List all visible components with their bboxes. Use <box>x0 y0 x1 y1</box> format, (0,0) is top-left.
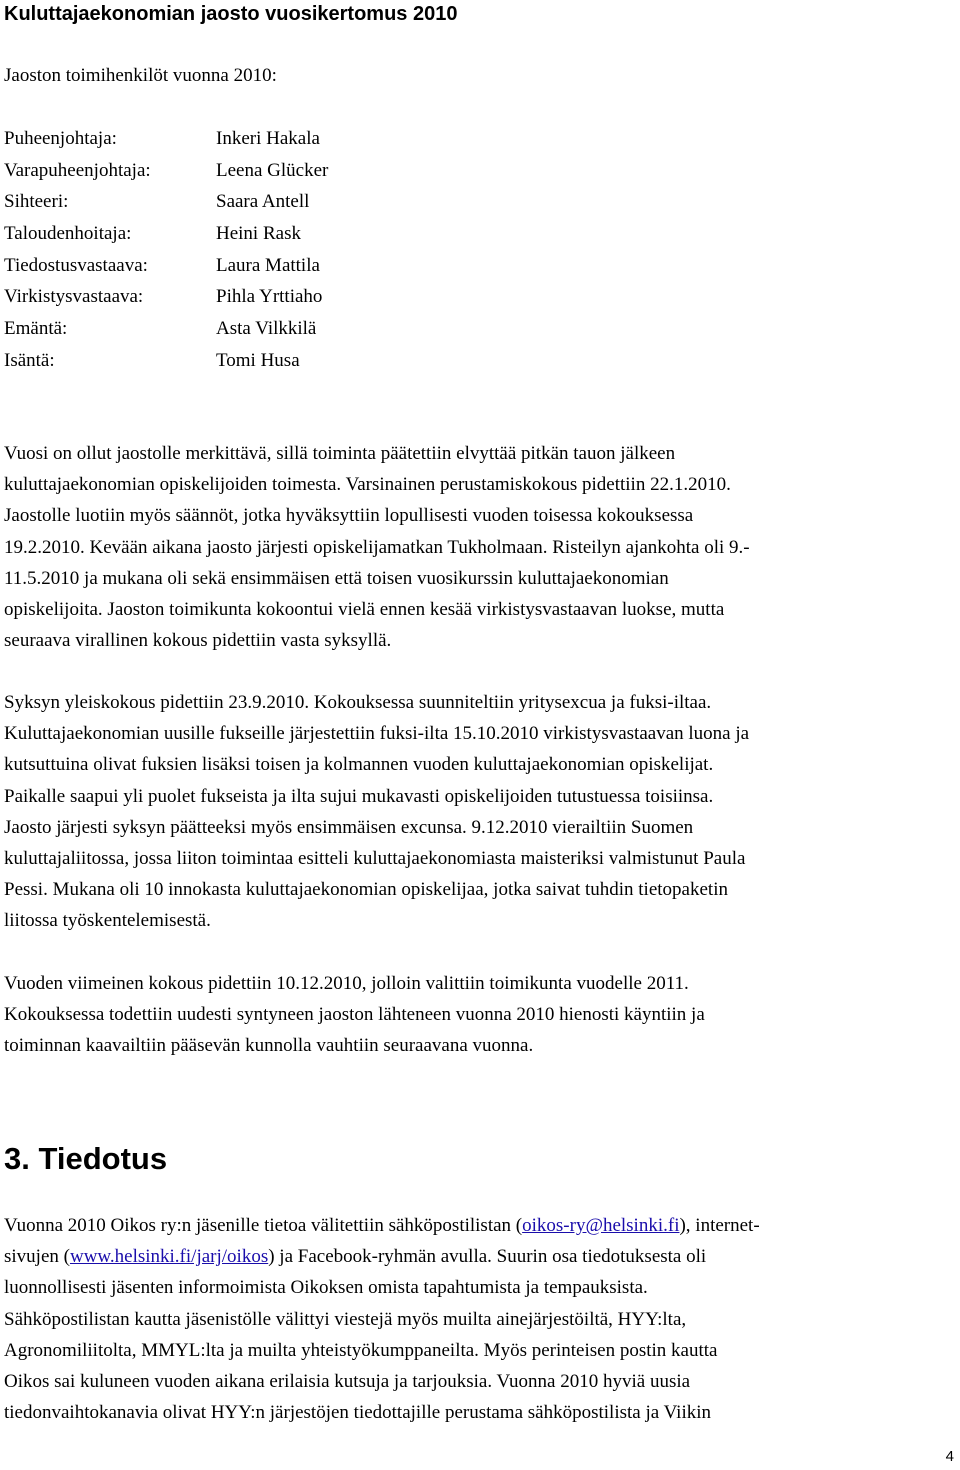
officer-role: Virkistysvastaava: <box>4 286 144 308</box>
text-line: Vuosi on ollut jaostolle merkittävä, sillä toiminta päätettiin elvyttää pitkän tauon jälkeen <box>4 443 676 464</box>
text-line: liitossa työskentelemisestä. <box>4 910 211 932</box>
officer-role: Tiedostusvastaava: <box>4 254 148 276</box>
email-link[interactable]: oikos-ry@helsinki.fi <box>522 1215 680 1236</box>
officers-heading: Jaoston toimihenkilöt vuonna 2010: <box>4 65 277 86</box>
text-segment: sivujen ( <box>4 1246 70 1268</box>
officer-name: Heini Rask <box>216 223 301 245</box>
text-line: Jaosto järjesti syksyn päätteeksi myös ensimmäisen excunsa. 9.12.2010 vierailtiin Suomen <box>4 816 694 838</box>
text-line: Vuoden viimeinen kokous pidettiin 10.12.2010, jolloin valittiin toimikunta vuodelle 2011. <box>4 973 689 994</box>
text-line: Oikos sai kuluneen vuoden aikana erilaisia kutsuja ja tarjouksia. Vuonna 2010 hyviä uusia <box>4 1370 691 1392</box>
text-line: luonnollisesti jäsenten informoimista Oikoksen omista tapahtumista ja tempauksista. <box>4 1277 648 1299</box>
website-link[interactable]: www.helsinki.fi/jarj/oikos <box>69 1246 269 1268</box>
text-line: 19.2.2010. Kevään aikana jaosto järjesti opiskelijamatkan Tukholmaan. Risteilyn ajankohta oli 9.- <box>4 536 750 558</box>
officer-role: Emäntä: <box>4 318 68 340</box>
officer-role: Puheenjohtaja: <box>4 128 117 149</box>
text-line: 11.5.2010 ja mukana oli sekä ensimmäisen että toisen vuosikurssin kuluttajaekonomian <box>4 567 669 589</box>
text-segment: ) ja Facebook-ryhmän avulla. Suurin osa tiedotuksesta oli <box>268 1246 707 1268</box>
text-line: tiedonvaihtokanavia olivat HYY:n järjestöjen tiedottajille perustama sähköpostilista ja Viikin <box>4 1402 711 1424</box>
page-number: 4 <box>945 1448 954 1465</box>
officer-name: Saara Antell <box>216 191 310 213</box>
text-line <box>4 1241 944 1272</box>
officer-name: Tomi Husa <box>216 349 300 371</box>
text-line: opiskelijoita. Jaoston toimikunta kokoontui vielä ennen kesää virkistysvastaavan luokse, mutta <box>4 598 725 620</box>
officer-role: Sihteeri: <box>4 191 69 213</box>
text-line: kuluttajaliitossa, jossa liiton toimintaa esitteli kuluttajaekonomiasta maisteriksi valmistunut Paula <box>4 847 746 869</box>
text-line: seuraava virallinen kokous pidettiin vasta syksyllä. <box>4 630 392 652</box>
text-segment: Vuonna 2010 Oikos ry:n jäsenille tietoa välitettiin sähköpostilistan ( <box>4 1215 523 1236</box>
document-title: Kuluttajaekonomian jaosto vuosikertomus 2010 <box>4 3 458 25</box>
paragraph-activities-autumn <box>4 687 944 937</box>
text-line: Sähköpostilistan kautta jäsenistölle välittyi viestejä myös muilta ainejärjestöiltä, HYY:lta, <box>4 1308 687 1330</box>
officer-role: Isäntä: <box>4 349 55 371</box>
text-line: Pessi. Mukana oli 10 innokasta kuluttajaekonomian opiskelijaa, jotka saivat tuhdin tietopaketin <box>4 879 728 901</box>
officer-name: Inkeri Hakala <box>216 128 320 149</box>
officer-role: Taloudenhoitaja: <box>4 223 132 245</box>
officer-name: Pihla Yrttiaho <box>216 286 323 308</box>
officer-name: Laura Mattila <box>216 254 320 276</box>
text-line <box>4 1210 944 1241</box>
officer-role: Varapuheenjohtaja: <box>4 159 151 181</box>
paragraph-year-end <box>4 968 944 1062</box>
text-segment: ), internet- <box>679 1215 760 1236</box>
text-line: Agronomiliitolta, MMYL:lta ja muilta yhteistyökumppaneilta. Myös perinteisen postin kautta <box>4 1339 718 1361</box>
text-line: Jaostolle luotiin myös säännöt, jotka hyväksyttiin lopullisesti vuoden toisessa kokouksessa <box>4 505 694 527</box>
text-line: Kokouksessa todettiin uudesti syntyneen jaoston lähteneen vuonna 2010 hienosti käyntiin ja <box>4 1004 705 1026</box>
officer-name: Leena Glücker <box>216 159 329 181</box>
text-line: Syksyn yleiskokous pidettiin 23.9.2010. Kokouksessa suunniteltiin yritysexcua ja fuksi-iltaa. <box>4 692 712 713</box>
text-line: kuluttajaekonomian opiskelijoiden toimesta. Varsinainen perustamiskokous pidettiin 22.1.2010. <box>4 474 731 496</box>
officer-name: Asta Vilkkilä <box>216 318 317 340</box>
paragraph-activities-spring <box>4 438 944 656</box>
text-line: toiminnan kaavailtiin pääsevän kunnolla vauhtiin seuraavana vuonna. <box>4 1035 534 1057</box>
section-heading-tiedotus: 3. Tiedotus <box>4 1141 168 1176</box>
text-line: kutsuttuina olivat fuksien lisäksi toisen ja kolmannen vuoden kuluttajaekonomian opiskelijat. <box>4 754 714 776</box>
text-line: Kuluttajaekonomian uusille fukseille järjestettiin fuksi-ilta 15.10.2010 virkistysvastaavan luona ja <box>4 723 750 745</box>
paragraph-tiedotus <box>4 1210 944 1428</box>
text-line: Paikalle saapui yli puolet fukseista ja ilta sujui mukavasti opiskelijoiden tutustuessa toisiinsa. <box>4 785 714 807</box>
